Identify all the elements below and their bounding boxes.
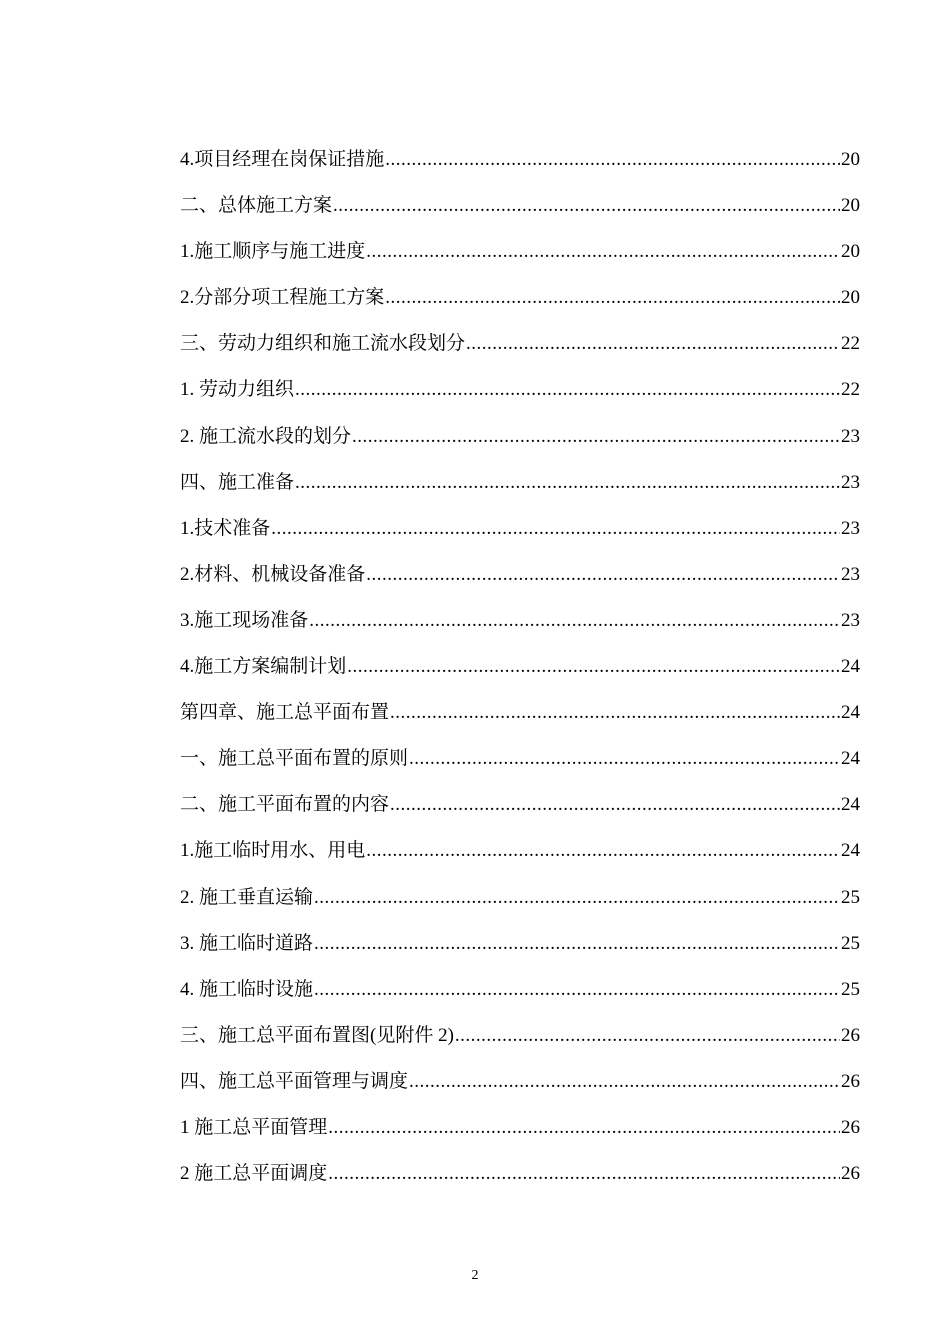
- toc-entry[interactable]: [180, 321, 860, 367]
- toc-leader-dots: [409, 736, 840, 782]
- toc-entry[interactable]: [180, 875, 860, 921]
- toc-entry-title: 4. 施工临时设施: [180, 978, 314, 1000]
- toc-entry[interactable]: [180, 690, 860, 736]
- toc-entry-title: 1.技术准备: [180, 517, 271, 539]
- toc-entry-page: 26: [841, 1070, 860, 1092]
- toc-leader-dots: [328, 1151, 840, 1197]
- toc-entry-page: 22: [841, 379, 860, 401]
- toc-leader-dots: [366, 828, 840, 874]
- toc-entry-title: 三、施工总平面布置图(见附件 2): [180, 1024, 454, 1046]
- toc-entry-title: 二、施工平面布置的内容: [180, 794, 390, 816]
- toc-entry-page: 26: [841, 1163, 860, 1185]
- toc-entry-page: 20: [841, 287, 860, 309]
- toc-entry-title: 4.项目经理在岗保证措施: [180, 149, 385, 170]
- toc-entry[interactable]: [180, 1013, 860, 1059]
- toc-entry[interactable]: [180, 1105, 860, 1151]
- toc-entry[interactable]: [180, 275, 860, 321]
- toc-entry[interactable]: [180, 183, 860, 229]
- toc-leader-dots: [385, 275, 840, 321]
- toc-leader-dots: [409, 1059, 840, 1105]
- toc-leader-dots: [333, 183, 840, 229]
- toc-entry-title: 四、施工总平面管理与调度: [180, 1070, 409, 1092]
- toc-entry-title: 1.施工顺序与施工进度: [180, 241, 366, 263]
- toc-entry[interactable]: [180, 552, 860, 598]
- toc-leader-dots: [455, 1013, 840, 1059]
- toc-entry-page: 24: [841, 840, 860, 862]
- toc-entry-title: 1. 劳动力组织: [180, 379, 295, 401]
- toc-entry-title: 3. 施工临时道路: [180, 932, 314, 954]
- toc-entry-page: 23: [841, 563, 860, 585]
- toc-entry[interactable]: [180, 598, 860, 644]
- toc-entry-page: 20: [841, 195, 860, 217]
- toc-entry-page: 23: [841, 609, 860, 631]
- toc-entry[interactable]: [180, 967, 860, 1013]
- toc-entry-title: 一、施工总平面布置的原则: [180, 748, 409, 770]
- toc-entry[interactable]: [180, 506, 860, 552]
- toc-entry[interactable]: [180, 1151, 860, 1197]
- toc-entry[interactable]: [180, 782, 860, 828]
- toc-entry-title: 二、总体施工方案: [180, 195, 333, 217]
- toc-entry-page: 25: [841, 978, 860, 1000]
- toc-entry-page: 20: [841, 241, 860, 263]
- toc-entry-title: 2. 施工流水段的划分: [180, 425, 352, 447]
- toc-entry[interactable]: [180, 367, 860, 413]
- toc-entry-page: 25: [841, 932, 860, 954]
- toc-entry[interactable]: [180, 1059, 860, 1105]
- toc-leader-dots: [309, 598, 840, 644]
- toc-leader-dots: [390, 690, 840, 736]
- toc-entry-title: 2. 施工垂直运输: [180, 886, 314, 908]
- toc-leader-dots: [385, 137, 840, 183]
- toc-entry-title: 三、劳动力组织和施工流水段划分: [180, 333, 466, 355]
- toc-leader-dots: [466, 321, 840, 367]
- toc-entry-title: 2.分部分项工程施工方案: [180, 287, 385, 309]
- toc-entry[interactable]: [180, 414, 860, 460]
- toc-entry[interactable]: [180, 736, 860, 782]
- toc-entry[interactable]: [180, 644, 860, 690]
- toc-leader-dots: [352, 414, 840, 460]
- toc-entry-page: 26: [841, 1116, 860, 1138]
- toc-leader-dots: [314, 875, 840, 921]
- page-number: 2: [471, 1268, 479, 1283]
- toc-entry-page: 24: [841, 656, 860, 678]
- toc-entry-page: 24: [841, 702, 860, 724]
- toc-entry-title: 四、施工准备: [180, 471, 295, 493]
- toc-leader-dots: [314, 967, 840, 1013]
- toc-entry-title: 1.施工临时用水、用电: [180, 840, 366, 862]
- toc-entry-page: 24: [841, 794, 860, 816]
- toc-entry[interactable]: [180, 828, 860, 874]
- toc-entry-page: 23: [841, 425, 860, 447]
- toc-entry-title: 3.施工现场准备: [180, 609, 309, 631]
- toc-entry-title: 第四章、施工总平面布置: [180, 702, 390, 724]
- toc-leader-dots: [390, 782, 840, 828]
- toc-entry-title: 2.材料、机械设备准备: [180, 563, 366, 585]
- toc-entry-title: 1 施工总平面管理: [180, 1116, 328, 1138]
- toc-entry[interactable]: [180, 921, 860, 967]
- toc-entry-page: 23: [841, 471, 860, 493]
- toc-leader-dots: [295, 367, 840, 413]
- toc-leader-dots: [314, 921, 840, 967]
- toc-entry[interactable]: [180, 460, 860, 506]
- toc-leader-dots: [271, 506, 840, 552]
- toc-leader-dots: [347, 644, 840, 690]
- table-of-contents: [180, 137, 860, 1197]
- toc-entry-page: 26: [841, 1024, 860, 1046]
- toc-entry-title: 2 施工总平面调度: [180, 1163, 328, 1185]
- toc-entry[interactable]: [180, 137, 860, 183]
- toc-entry-title: 4.施工方案编制计划: [180, 656, 347, 678]
- toc-entry-page: 25: [841, 886, 860, 908]
- toc-entry[interactable]: [180, 229, 860, 275]
- toc-entry-page: 22: [841, 333, 860, 355]
- toc-leader-dots: [366, 552, 840, 598]
- toc-leader-dots: [328, 1105, 840, 1151]
- toc-entry-page: 23: [841, 517, 860, 539]
- toc-entry-page: 24: [841, 748, 860, 770]
- toc-leader-dots: [366, 229, 840, 275]
- toc-entry-page: 20: [841, 149, 860, 170]
- toc-leader-dots: [295, 460, 840, 506]
